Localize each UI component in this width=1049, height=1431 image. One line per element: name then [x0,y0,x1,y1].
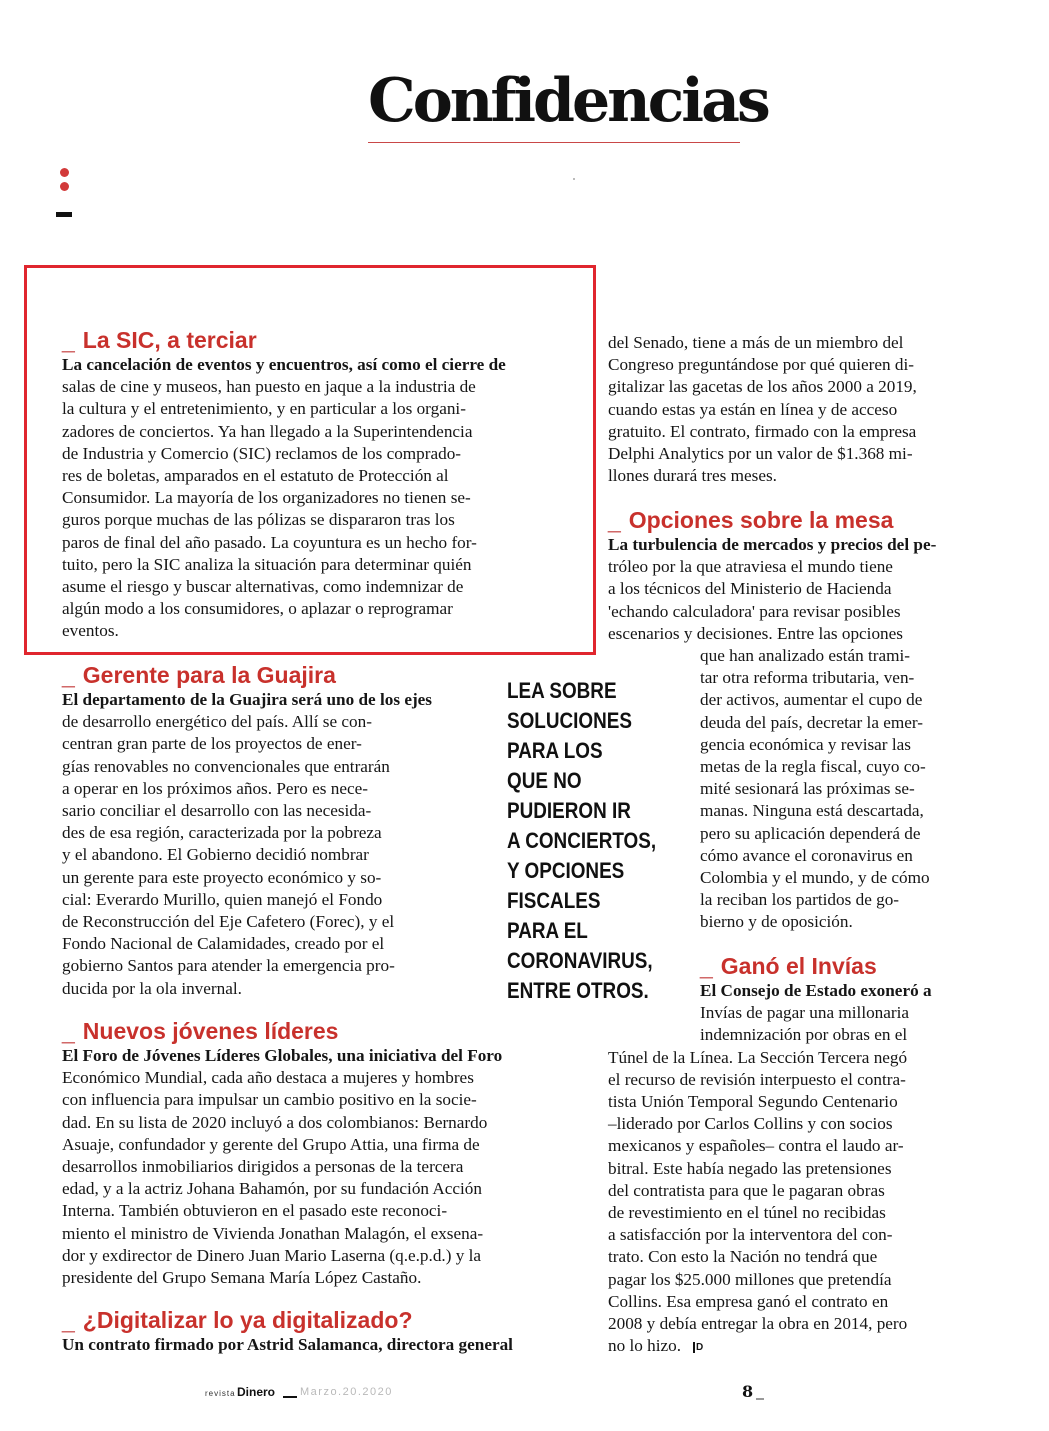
text-line: pagar los $25.000 millones que pretendía [608,1269,892,1289]
text-line: del contratista para que le pagaran obras [608,1180,885,1200]
text-line: de revestimiento en el túnel no recibidas [608,1203,886,1223]
dinero-end-mark-icon: D [693,1342,703,1353]
text-line: del Senado, tiene a más de un miembro del [608,333,904,352]
lead-line: El Foro de Jóvenes Líderes Globales, una iniciativa del Foro [62,1046,503,1065]
text-line: la cultura y el entretenimiento, y en particular a los organi- [62,399,466,419]
footer-brand: Dinero [237,1385,276,1399]
page-number: 8 [742,1382,754,1401]
text-line: tista Unión Temporal Segundo Centenario [608,1092,898,1112]
decorative-speck [573,178,575,180]
section-title: _ Ganó el Invías [700,953,877,979]
text-line: tuito, pero la SIC analiza la situación para determinar quién [62,554,472,574]
text-line: asume el riesgo y buscar alternativas, como indemnizar de [62,577,464,597]
text-line: FISCALES [507,888,601,913]
text-line: llones durará tres meses. [608,466,777,486]
lead-line: La cancelación de eventos y encuentros, así como el cierre de [62,355,506,374]
text-line: Y OPCIONES [507,858,625,883]
text-line: que han analizado están trami- [700,646,910,666]
text-line: gencia económica y revisar las [700,734,911,754]
section-body [62,1045,502,1289]
text-line: de Reconstrucción del Eje Cafetero (Forec), y el [62,912,395,932]
text-line: PARA LOS [507,738,603,763]
text-line: edad, y a la actriz Johana Bahamón, por su fundación Acción [62,1179,482,1199]
text-line: un gerente para este proyecto económico y so- [62,867,382,887]
text-line: no lo hizo. [608,1336,682,1356]
text-line: centran gran parte de los proyectos de ener- [62,734,362,754]
text-line: PARA EL [507,918,588,943]
section-lideres [62,1017,502,1289]
text-line: metas de la regla fiscal, cuyo co- [700,757,926,777]
decorative-dot [60,168,69,177]
page-title: Confidencias [368,66,768,136]
text-line: der activos, aumentar el cupo de [700,690,923,710]
section-title: _ Opciones sobre la mesa [608,507,894,533]
text-line: deuda del país, decretar la emer- [700,712,923,732]
text-line: Consumidor. La mayoría de los organizadores no tienen se- [62,488,471,508]
text-line: Asuaje, confundador y gerente del Grupo Attia, una firma de [62,1134,480,1154]
footer-date: Marzo.20.2020 [300,1386,393,1398]
text-line: gratuito. El contrato, firmado con la empresa [608,421,917,441]
text-line: QUE NO [507,768,582,793]
text-line: La turbulencia de mercados y precios del pe- [608,535,937,554]
text-line: sario conciliar el desarrollo con las necesida- [62,801,372,821]
text-line: cuando estas ya están en línea y de acceso [608,399,898,419]
footer-revista: revista [205,1389,236,1398]
text-line: escenarios y decisiones. Entre las opciones [608,623,903,643]
section-title: _ Gerente para la Guajira [62,662,336,688]
section-title: _ Nuevos jóvenes líderes [62,1018,339,1044]
text-line: ducida por la ola invernal. [62,978,242,998]
lead-line: El departamento de la Guajira será uno de los ejes [62,690,432,709]
text-line: dad. En su lista de 2020 incluyó a dos colombianos: Bernardo [62,1112,488,1132]
text-line: indemnización por obras en el [700,1025,908,1045]
text-line: la reciban los partidos de go- [700,890,900,910]
section-digitalizar [62,1306,513,1356]
text-line: res de boletas, amparados en el estatuto de Protección al [62,466,449,486]
text-line: Collins. Esa empresa ganó el contrato en [608,1291,889,1311]
page-footer [0,1382,1049,1405]
masthead [368,62,768,143]
text-line: trato. Con esto la Nación no tendrá que [608,1247,878,1267]
text-line: paros de final del año pasado. La coyuntura es un hecho for- [62,532,477,552]
text-line: gías renovables no convencionales que entrarán [62,756,390,776]
section-title: _ La SIC, a terciar [62,327,257,353]
text-line: –liderado por Carlos Collins y con socios [608,1114,893,1134]
text-line: eventos. [62,621,119,641]
text-line: de Industria y Comercio (SIC) reclamos de los comprado- [62,443,462,463]
text-line: desarrollos inmobiliarios dirigidos a personas de la tercera [62,1157,464,1177]
text-line: bitral. Este había negado las pretensiones [608,1158,892,1178]
lead-line: Un contrato firmado por Astrid Salamanca, directora general [62,1335,513,1354]
text-line: algún modo a los consumidores, o aplazar o reprogramar [62,599,453,619]
text-line: y el abandono. El Gobierno decidió nombrar [62,845,369,865]
text-line: tar otra reforma tributaria, ven- [700,668,915,688]
text-line: des de esa región, caracterizada por la pobreza [62,823,382,843]
section-body [608,980,932,1357]
section-opciones [608,506,936,934]
text-line: a los técnicos del Ministerio de Hacienda [608,579,892,599]
text-line: cómo avance el coronavirus en [700,845,913,865]
section-body [608,332,917,487]
text-line: presidente del Grupo Semana María López Castaño. [62,1268,422,1288]
text-line: LEA SOBRE [507,678,617,703]
text-line: zadores de conciertos. Ya han llegado a la Superintendencia [62,421,473,441]
text-line: ENTRE OTROS. [507,978,649,1003]
section-guajira [62,661,432,1000]
text-line: A CONCIERTOS, [507,828,657,853]
text-line: Colombia y el mundo, y de cómo [700,868,930,888]
section-body [62,354,506,643]
text-line: de desarrollo energético del país. Allí se con- [62,712,372,732]
text-line: mexicanos y españoles– contra el laudo ar- [608,1136,904,1156]
text-line: 2008 y debía entregar la obra en 2014, pero [608,1314,908,1334]
text-line: Interna. También obtuvieron en el pasado este reconoci- [62,1201,448,1221]
section-invias [608,952,932,1357]
text-line: cial: Everardo Murillo, quien manejó el Fondo [62,889,383,909]
text-line: SOLUCIONES [507,708,632,733]
text-line: guros porque muchas de las pólizas se dispararon tras los [62,510,455,530]
decorative-dot [60,182,69,191]
lead-line: El Consejo de Estado exoneró a [700,981,932,1000]
text-line: a operar en los próximos años. Pero es nece- [62,778,368,798]
section-body [62,1334,513,1356]
section-digitalizar-continued [608,332,917,487]
text-line: Invías de pagar una millonaria [700,1003,910,1023]
section-title: _ ¿Digitalizar lo ya digitalizado? [62,1307,413,1333]
text-line: 'echando calculadora' para revisar posibles [608,601,901,621]
section-body [608,534,936,934]
text-line: con influencia para impulsar un cambio positivo en la socie- [62,1090,477,1110]
text-line: mité sesionará las próximas se- [700,779,915,799]
footer-divider [283,1396,297,1398]
text-line: Fondo Nacional de Calamidades, creado por el [62,934,385,954]
text-line: a satisfacción por la interventora del con- [608,1225,893,1245]
page-number-underscore [756,1398,764,1400]
text-line: manas. Ninguna está descartada, [700,801,924,821]
text-line: tróleo por la que atraviesa el mundo tiene [608,557,893,577]
text-line: pero su aplicación dependerá de [700,823,921,843]
text-line: Túnel de la Línea. La Sección Tercera negó [608,1047,908,1067]
text-line: CORONAVIRUS, [507,948,653,973]
text-line: salas de cine y museos, han puesto en jaque a la industria de [62,377,476,397]
text-line: bierno y de oposición. [700,912,853,932]
text-line: PUDIERON IR [507,798,631,823]
section-body [62,689,432,1000]
text-line: Económico Mundial, cada año destaca a mujeres y hombres [62,1068,474,1088]
text-line: Delphi Analytics por un valor de $1.368 mi- [608,444,913,464]
text-line: gobierno Santos para atender la emergencia pro- [62,956,395,976]
text-line: dor y exdirector de Dinero Juan Mario Laserna (q.e.p.d.) y la [62,1245,482,1265]
section-sic [62,326,506,643]
decorative-dash [56,212,72,217]
text-line: miento el ministro de Vivienda Jonathan Malagón, el exsena- [62,1223,484,1243]
text-line: gitalizar las gacetas de los años 2000 a 2019, [608,377,917,397]
text-line: Congreso preguntándose por qué quieren di- [608,355,914,375]
text-line: el recurso de revisión interpuesto el contra- [608,1069,906,1089]
